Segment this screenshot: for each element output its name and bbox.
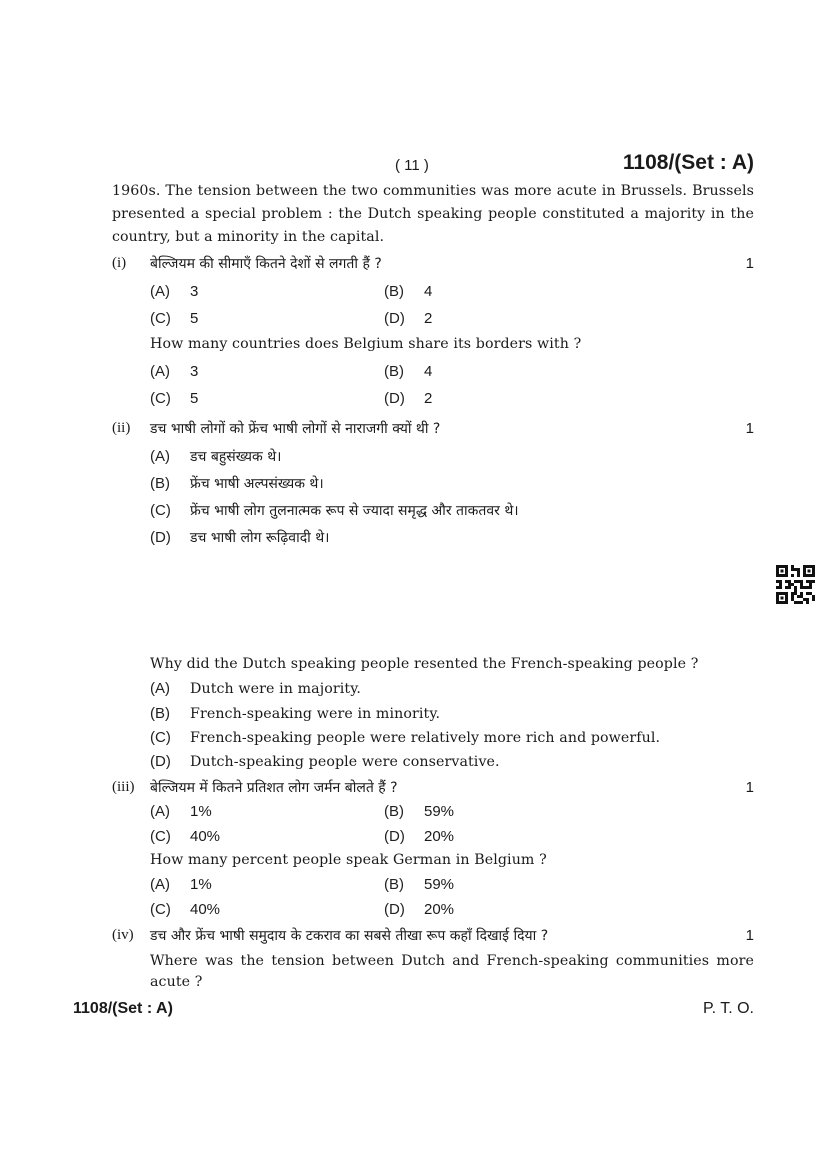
option-iii-en-c	[150, 901, 220, 918]
paper-code-footer: 1108/(Set : A)	[73, 1000, 173, 1017]
option-label: (A)	[150, 803, 170, 820]
option-label: (A)	[150, 363, 170, 380]
option-iii-en-d	[384, 901, 454, 918]
option-value: Dutch-speaking people were conservative.	[190, 754, 500, 770]
option-ii-hi-b	[150, 474, 324, 493]
option-label: (B)	[384, 876, 404, 893]
option-value: 4	[424, 283, 433, 300]
question-number-ii: (ii)	[112, 420, 131, 436]
pto-label: P. T. O.	[703, 1000, 754, 1017]
option-value: डच भाषी लोग रूढ़िवादी थे।	[190, 530, 330, 546]
option-value: 5	[190, 310, 199, 327]
option-i-en-c	[150, 390, 198, 407]
option-label: (D)	[150, 753, 171, 770]
question-i-marks: 1	[745, 255, 754, 272]
option-ii-hi-c	[150, 501, 519, 520]
option-label: (D)	[150, 529, 171, 546]
option-value: 20%	[424, 901, 455, 918]
option-value: Dutch were in majority.	[190, 681, 362, 697]
option-value: 1%	[190, 876, 212, 893]
option-value: 3	[190, 363, 199, 380]
option-iii-hi-b	[384, 803, 454, 820]
option-ii-en-c	[150, 729, 660, 746]
question-number-iii: (iii)	[112, 779, 135, 795]
option-i-en-b	[384, 363, 432, 380]
option-value: 3	[190, 283, 199, 300]
option-i-hi-c	[150, 310, 198, 327]
page-number: ( 11 )	[395, 157, 429, 174]
question-iv-marks: 1	[745, 927, 754, 944]
question-ii-hindi: डच भाषी लोगों को फ्रेंच भाषी लोगों से नाराजगी क्यों थी ?	[150, 421, 441, 437]
paper-code-header: 1108/(Set : A)	[622, 151, 754, 174]
option-i-hi-a	[150, 283, 198, 300]
question-ii-marks: 1	[745, 420, 754, 437]
option-value: फ्रेंच भाषी लोग तुलनात्मक रूप से ज्यादा समृद्ध और ताकतवर थे।	[190, 503, 519, 519]
option-value: फ्रेंच भाषी अल्पसंख्यक थे।	[190, 476, 324, 492]
option-value: डच बहुसंख्यक थे।	[190, 449, 282, 465]
option-ii-hi-a	[150, 447, 282, 466]
option-value: 4	[424, 363, 433, 380]
option-label: (A)	[150, 680, 170, 697]
option-label: (C)	[150, 310, 171, 327]
question-number-iv: (iv)	[112, 927, 134, 943]
option-label: (A)	[150, 448, 170, 465]
question-iv-english: Where was the tension between Dutch and French-speaking communities more acute ?	[150, 953, 754, 990]
option-ii-en-a	[150, 680, 361, 697]
question-iii-hindi: बेल्जियम में कितने प्रतिशत लोग जर्मन बोलते हैं ?	[150, 780, 398, 796]
option-label: (B)	[150, 475, 170, 492]
option-label: (A)	[150, 283, 170, 300]
option-ii-en-d	[150, 753, 500, 770]
option-i-en-a	[150, 363, 198, 380]
option-label: (C)	[150, 502, 171, 519]
option-iii-hi-a	[150, 803, 212, 820]
option-label: (A)	[150, 876, 170, 893]
option-iii-en-b	[384, 876, 454, 893]
option-label: (B)	[384, 283, 404, 300]
qr-code-icon	[776, 565, 815, 604]
option-iii-en-a	[150, 876, 212, 893]
option-i-en-d	[384, 390, 432, 407]
option-label: (C)	[150, 901, 171, 918]
option-i-hi-b	[384, 283, 432, 300]
option-value: 20%	[424, 828, 455, 845]
option-iii-hi-c	[150, 828, 220, 845]
question-ii-english: Why did the Dutch speaking people resented the French-speaking people ?	[150, 656, 699, 672]
option-label: (D)	[384, 828, 405, 845]
option-value: 59%	[424, 876, 455, 893]
option-ii-en-b	[150, 705, 440, 722]
question-iii-marks: 1	[745, 779, 754, 796]
option-value: 2	[424, 310, 433, 327]
option-value: 59%	[424, 803, 455, 820]
option-value: 2	[424, 390, 433, 407]
option-label: (D)	[384, 901, 405, 918]
question-iii-english: How many percent people speak German in Belgium ?	[150, 852, 547, 868]
option-value: 5	[190, 390, 199, 407]
question-iv-hindi: डच और फ्रेंच भाषी समुदाय के टकराव का सबसे तीखा रूप कहाँ दिखाई दिया ?	[150, 928, 549, 944]
option-label: (B)	[384, 803, 404, 820]
option-value: 40%	[190, 901, 221, 918]
option-label: (C)	[150, 729, 171, 746]
question-i-english: How many countries does Belgium share its borders with ?	[150, 336, 582, 352]
passage-text: 1960s. The tension between the two communities was more acute in Brussels. Brussels presented a special problem : the Dutch speaking people constituted a majority in the country, but a minority in the capital.	[112, 183, 754, 245]
question-i-hindi: बेल्जियम की सीमाएँ कितने देशों से लगती हैं ?	[150, 256, 382, 272]
option-value: French-speaking were in minority.	[190, 706, 441, 722]
option-label: (B)	[384, 363, 404, 380]
option-label: (D)	[384, 310, 405, 327]
option-label: (B)	[150, 705, 170, 722]
option-label: (C)	[150, 828, 171, 845]
option-value: 1%	[190, 803, 212, 820]
option-i-hi-d	[384, 310, 432, 327]
option-label: (D)	[384, 390, 405, 407]
option-ii-hi-d	[150, 528, 329, 547]
option-value: French-speaking people were relatively more rich and powerful.	[190, 730, 661, 746]
option-value: 40%	[190, 828, 221, 845]
option-iii-hi-d	[384, 828, 454, 845]
option-label: (C)	[150, 390, 171, 407]
question-number-i: (i)	[112, 255, 127, 271]
